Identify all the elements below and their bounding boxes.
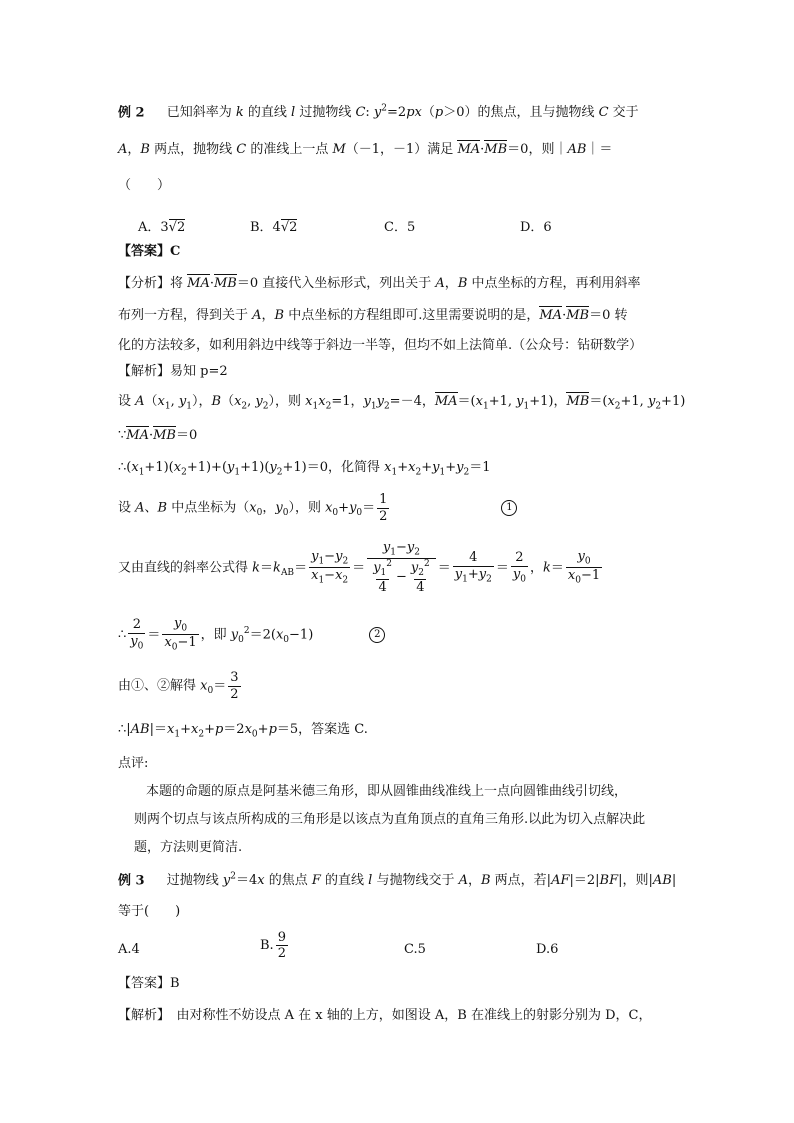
ex2-comment-1: 本题的命题的原点是阿基米德三角形，即从圆锥曲线准线上一点向圆锥曲线引切线，: [146, 784, 628, 799]
ex2-analysis-2: 布列一方程，得到关于 A，B 中点坐标的方程组即可.这里需要说明的是，MA·MB＝0 转: [118, 308, 628, 323]
ex2-answer: 【答案】C: [118, 244, 181, 259]
ex3-answer: 【答案】B: [118, 976, 180, 991]
ex2-solution-7: ∴ $\frac{2}{y_0}$ ＝ $\frac{y_0}{x_0-1}$ ，即 $y_0^2=2(x_0-1)$ 2: [118, 616, 385, 654]
ex2-comment-title: 点评:: [118, 756, 149, 771]
ex2-solution-4: $\therefore(x_1+1)(x_2+1)+(y_1+1)(y_2+1)=0$，化简得 $x_1+x_2+y_1+y_2=1$: [118, 460, 491, 478]
circle-mark-1: 1: [501, 500, 517, 516]
ex3-label: 例 3: [118, 873, 145, 889]
ex3-option-a: A.4: [118, 942, 140, 957]
ex3-option-c: C.5: [404, 942, 426, 957]
ex2-comment-3: 题，方法则更简洁.: [134, 840, 243, 855]
ex2-comment-2: 则两个切点与该点所构成的三角形是以该点为直角顶点的直角三角形.以此为切入点解决此: [134, 812, 646, 827]
ex2-line1: 例 2 已知斜率为 k 的直线 l 过抛物线 C: $y^2=2px(p>0)$的焦点，且与抛物线 C 交于: [118, 104, 639, 121]
ex2-option-d: D．6: [520, 220, 552, 235]
circle-mark-2: 2: [369, 627, 385, 643]
ex2-solution-1: 【解析】易知 p=2: [118, 364, 228, 379]
ex2-option-b: B．4√2: [250, 220, 298, 235]
ex2-solution-5: 设 A、B 中点坐标为（$x_0$，$y_0$），则 $x_0+y_0=$ $\frac{1}{2}$ 1: [118, 492, 517, 524]
ex2-solution-8: 由①、②解得 $x_0=$ $\frac{3}{2}$: [118, 670, 239, 702]
ex2-solution-3: ∵MA·MB＝0: [118, 428, 198, 443]
ex2-option-a: A．3√2: [138, 220, 186, 235]
ex3-line1: 例 3 过抛物线 $y^2=4x$ 的焦点 F 的直线 l 与抛物线交于 A，B 两点，若|AF|＝2|BF|，则|AB|: [118, 872, 677, 889]
ex2-analysis-1: 【分析】将 MA·MB＝0 直接代入坐标形式，列出关于 A，B 中点坐标的方程，再利用斜率: [118, 276, 641, 291]
ex2-solution-6: 又由直线的斜率公式得 $k=k_{AB}=$ $\frac{y_1-y_2}{x_1-x_2}$ ＝ $y_1-y_2$ $\frac{y_1^2}{4}$ − $\frac{y_2^2}{4}$ ＝ $\frac{4}{y_1+y_2}$ ＝ $\frac{2}{y_0}$ ，k＝ $\frac{y_0}{x_0-1}$: [118, 540, 601, 596]
ex3-solution: 【解析】 由对称性不妨设点 A 在 x 轴的上方，如图设 A，B 在准线上的射影分别为 D，C，: [118, 1008, 652, 1023]
ex3-option-d: D.6: [536, 942, 559, 957]
ex2-line2: A，B 两点，抛物线 C 的准线上一点 M（－1，－1）满足 MA·MB＝0，则｜AB｜＝: [118, 142, 613, 157]
ex2-option-c: C．5: [384, 220, 416, 235]
ex2-solution-9: $\therefore|AB|=x_1+x_2+p=2x_0+p=5$，答案选 C.: [118, 722, 368, 740]
ex3-option-b: B. $\frac{9}{2}$: [260, 930, 286, 961]
ex3-line2: 等于( ): [118, 904, 181, 919]
ex2-label: 例 2: [118, 105, 145, 121]
ex2-solution-2: 设 $A(x_1$, $y_1$），$B(x_2$, $y_2$），则 $x_1x_2=1$，$y_1y_2=-4$，$MA=(x_1+1$, $y_1+1$)，$MB=(x_2+1$, $y_2+1$): [118, 394, 686, 412]
ex2-analysis-3: 化的方法较多，如利用斜边中线等于斜边一半等，但均不如上法简单.（公众号：钻研数学）: [118, 338, 643, 353]
ex2-line3: （ ）: [118, 178, 171, 193]
